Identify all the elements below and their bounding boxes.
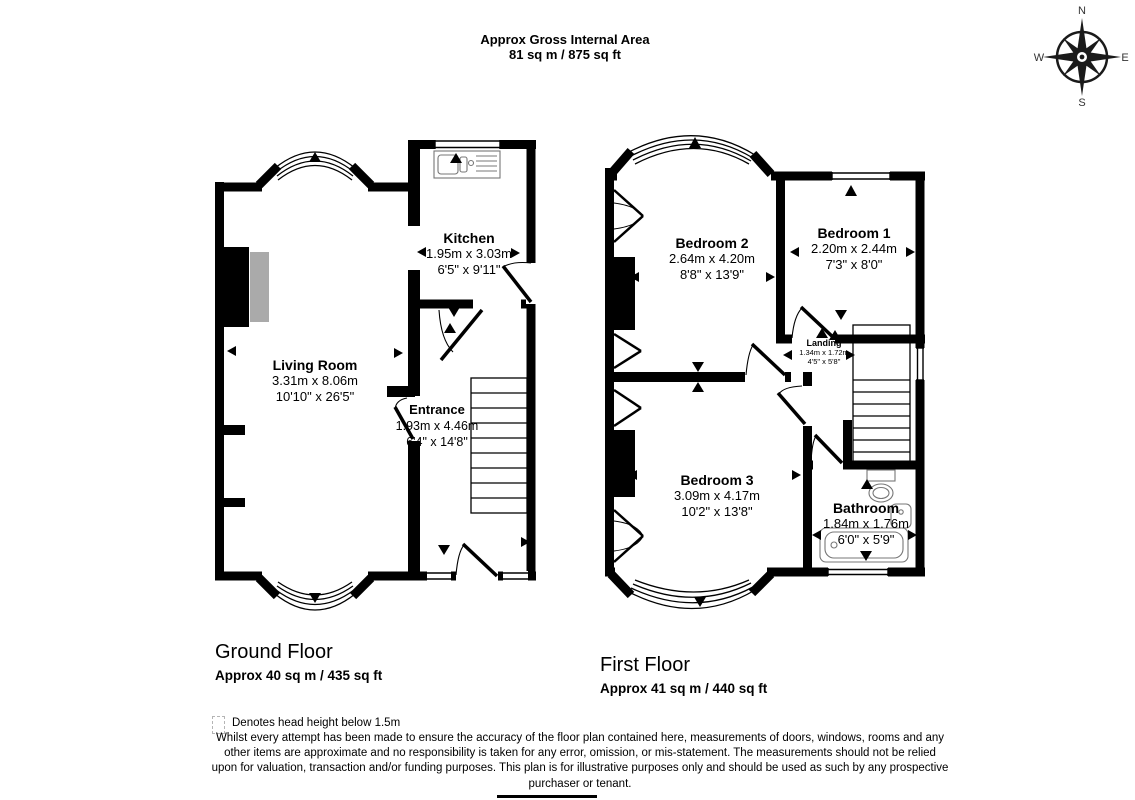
room-dim-imperial: 10'10" x 26'5": [275, 389, 355, 404]
bedroom1-label: [811, 225, 897, 273]
bedroom2-label: [669, 235, 755, 283]
living-room-label: [272, 357, 358, 405]
room-dim-metric: 2.64m x 4.20m: [669, 251, 755, 266]
ground-floor-title: Ground Floor: [215, 641, 333, 663]
room-dim-imperial: 10'2" x 13'8": [681, 504, 753, 519]
room-name: Bathroom: [832, 500, 900, 516]
chimney-breast: [224, 247, 249, 327]
room-name: Kitchen: [443, 230, 495, 246]
bedroom3-bay-window: [629, 580, 755, 609]
bedroom3-door: [778, 386, 805, 424]
first-floor-area: Approx 41 sq m / 440 sq ft: [600, 681, 768, 696]
room-dim-imperial: 6'0" x 5'9": [837, 532, 895, 547]
gia-value: 81 sq m / 875 sq ft: [509, 47, 621, 62]
room-dim-metric: 3.09m x 4.17m: [674, 488, 760, 503]
bottom-rule: [497, 795, 597, 798]
compass-west-label: W: [1033, 52, 1045, 64]
bedroom2-chimney-breast: [614, 257, 635, 330]
ground-floor-area: Approx 40 sq m / 435 sq ft: [215, 668, 383, 683]
wall-pier-lower: [224, 498, 245, 507]
first-floor-caption: [600, 654, 767, 696]
room-dim-metric: 1.95m x 3.03m: [426, 246, 512, 261]
compass-hub-dot: [1080, 55, 1085, 60]
room-dim-metric: 1.34m x 1.72m: [799, 348, 849, 357]
head-height-legend-text: Denotes head height below 1.5m: [232, 717, 401, 729]
gia-title: Approx Gross Internal Area: [480, 32, 650, 47]
toilet: [867, 470, 895, 502]
entrance-label: [396, 402, 479, 450]
first-staircase: [853, 325, 910, 463]
room-dim-metric: 1.84m x 1.76m: [823, 516, 909, 531]
ground-wall-openings: [408, 140, 537, 582]
wall-pier-upper: [224, 425, 245, 435]
hall-wall-return: [387, 386, 415, 397]
hearth: [250, 252, 269, 322]
stair-wall-stub: [843, 420, 852, 465]
ground-floor-plan: [205, 130, 550, 642]
room-name: Bedroom 3: [680, 472, 754, 488]
room-dim-metric: 3.31m x 8.06m: [272, 373, 358, 388]
ground-staircase: [471, 378, 527, 513]
first-floor-title: First Floor: [600, 654, 690, 676]
room-name: Living Room: [272, 357, 358, 373]
disclaimer-text: Whilst every attempt has been made to ensure the accuracy of the floor plan contained here, measurements of doors, windows, rooms and any other items are approximate and no responsibility is taken for any error, omission, or mis-statement. The measurements should not be relied upon for valuation, transaction and/or funding purposes. This plan is for illustrative purposes only and should be used as such by any prospective purchaser or tenant.: [211, 732, 949, 790]
compass-rose-icon: [1032, 4, 1132, 109]
bedroom1-door: [792, 307, 835, 339]
room-dim-imperial: 6'4" x 14'8": [406, 435, 468, 449]
kitchen-label: [426, 230, 512, 278]
bedroom3-chimney-breast: [614, 430, 635, 497]
landing-label: [799, 338, 849, 366]
room-dim-imperial: 8'8" x 13'9": [679, 267, 745, 282]
first-floor-plan: [595, 110, 930, 630]
compass-south-label: S: [1078, 97, 1086, 109]
bathroom-door: [811, 435, 842, 463]
gross-internal-area-header: [415, 32, 715, 62]
room-dim-imperial: 7'3" x 8'0": [825, 257, 883, 272]
room-dim-imperial: 6'5" x 9'11": [437, 262, 501, 277]
bedroom2-door: [746, 344, 785, 375]
room-dim-metric: 1.93m x 4.46m: [395, 419, 479, 433]
compass-east-label: E: [1121, 52, 1129, 64]
room-dim-metric: 2.20m x 2.44m: [811, 241, 897, 256]
compass-north-label: N: [1078, 5, 1086, 17]
bathroom-label: [823, 500, 909, 548]
room-name: Bedroom 1: [817, 225, 891, 241]
ground-floor-caption: [215, 641, 382, 683]
ground-exterior-walls: [215, 140, 536, 596]
room-name: Entrance: [409, 402, 465, 417]
bedroom3-label: [674, 472, 760, 520]
bedroom2-bay-window: [629, 136, 755, 164]
ground-interior-walls: [408, 140, 527, 580]
kitchen-hall-door: [439, 310, 482, 360]
room-name: Landing: [806, 338, 842, 348]
room-name: Bedroom 2: [675, 235, 749, 251]
room-dim-imperial: 4'5" x 5'8": [807, 357, 841, 366]
kitchen-sink-unit: [434, 151, 500, 178]
